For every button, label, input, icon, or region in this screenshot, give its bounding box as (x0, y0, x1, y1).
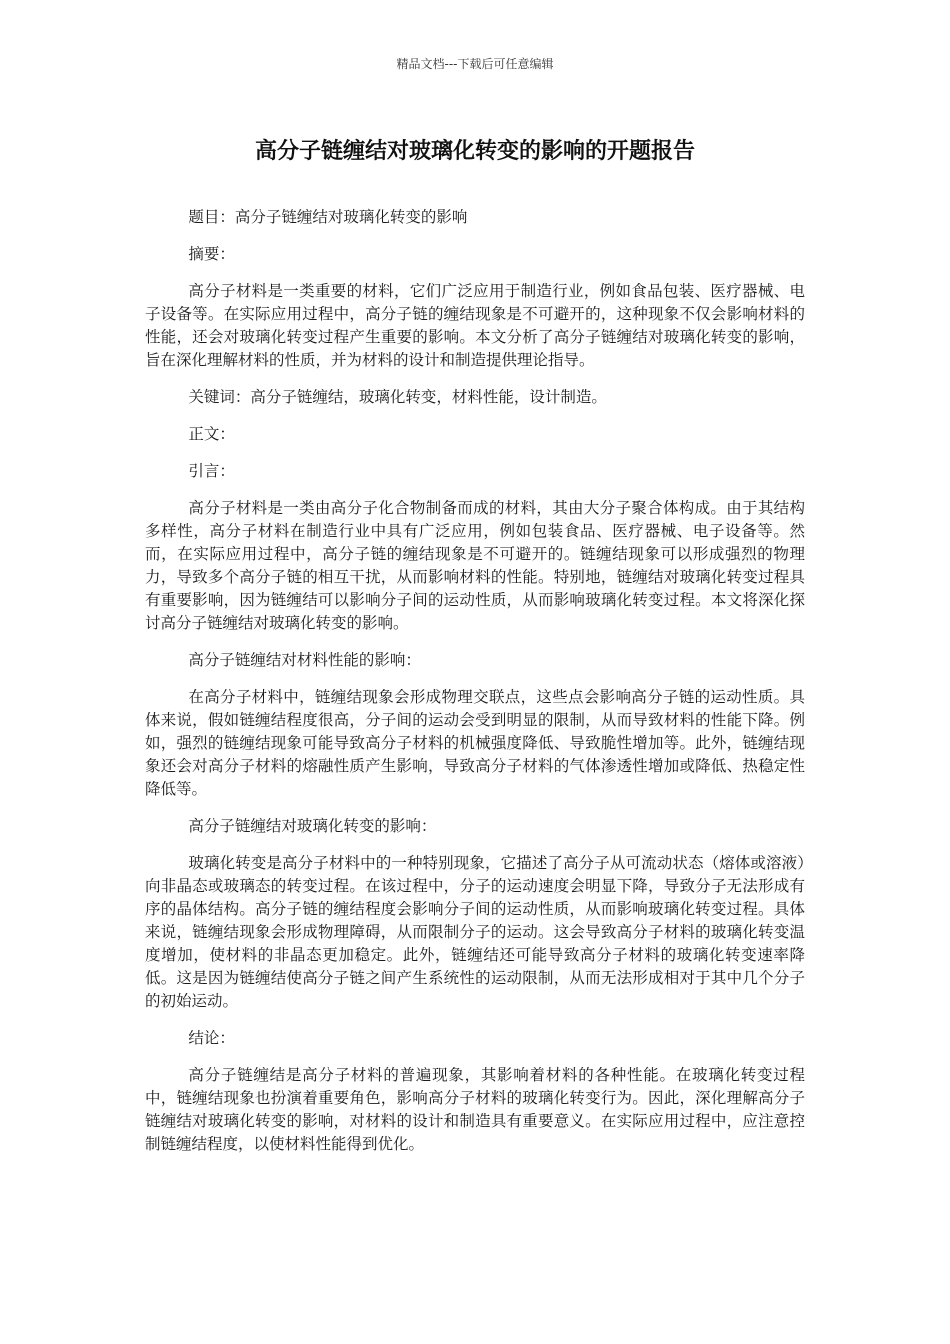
section-heading-material-properties: 高分子链缠结对材料性能的影响： (188, 651, 421, 669)
header-note: 精品文档---下载后可任意编辑 (396, 57, 554, 71)
conclusion-heading: 结论： (188, 1029, 235, 1047)
conclusion-paragraph: 高分子链缠结是高分子材料的普遍现象，其影响着材料的各种性能。在玻璃化转变过程中，链缠结现象也扮演着重要角色，影响高分子材料的玻璃化转变行为。因此，深化理解高分子链缠结对玻璃化转变的影响，对材料的设计和制造具有重要意义。在实际应用过程中，应注意控制链缠结程度，以使材料性能得到优化。 (145, 1066, 805, 1153)
main-text-heading: 正文： (188, 425, 235, 443)
document-title: 高分子链缠结对玻璃化转变的影响的开题报告 (254, 139, 695, 164)
glass-transition-paragraph: 玻璃化转变是高分子材料中的一种特别现象，它描述了高分子从可流动状态（熔体或溶液）向非晶态或玻璃态的转变过程。在该过程中，分子的运动速度会明显下降，导致分子无法形成有序的晶体结构。高分子链的缠结程度会影响分子间的运动性质，从而影响玻璃化转变过程。具体来说，链缠结现象会形成物理障碍，从而限制分子的运动。这会导致高分子材料的玻璃化转变温度增加，使材料的非晶态更加稳定。此外，链缠结还可能导致高分子材料的玻璃化转变速率降低。这是因为链缠结使高分子链之间产生系统性的运动限制，从而无法形成相对于其中几个分子的初始运动。 (145, 854, 805, 1010)
introduction-heading: 引言： (188, 462, 235, 480)
abstract-paragraph: 高分子材料是一类重要的材料，它们广泛应用于制造行业，例如食品包装、医疗器械、电子设备等。在实际应用过程中，高分子链的缠结现象是不可避开的，这种现象不仅会影响材料的性能，还会对玻璃化转变过程产生重要的影响。本文分析了高分子链缠结对玻璃化转变的影响，旨在深化理解材料的性质，并为材料的设计和制造提供理论指导。 (145, 282, 805, 369)
abstract-heading: 摘要： (188, 245, 235, 263)
introduction-paragraph: 高分子材料是一类由高分子化合物制备而成的材料，其由大分子聚合体构成。由于其结构多样性，高分子材料在制造行业中具有广泛应用，例如包装食品、医疗器械、电子设备等。然而，在实际应用过程中，高分子链的缠结现象是不可避开的。链缠结现象可以形成强烈的物理力，导致多个高分子链的相互干扰，从而影响材料的性能。特别地，链缠结对玻璃化转变过程具有重要影响，因为链缠结可以影响分子间的运动性质，从而影响玻璃化转变过程。本文将深化探讨高分子链缠结对玻璃化转变的影响。 (145, 499, 805, 632)
document-body (145, 206, 805, 1170)
material-properties-paragraph: 在高分子材料中，链缠结现象会形成物理交联点，这些点会影响高分子链的运动性质。具体来说，假如链缠结程度很高，分子间的运动会受到明显的限制，从而导致材料的性能下降。例如，强烈的链缠结现象可能导致高分子材料的机械强度降低、导致脆性增加等。此外，链缠结现象还会对高分子材料的熔融性质产生影响，导致高分子材料的气体渗透性增加或降低、热稳定性降低等。 (145, 688, 805, 798)
keywords-line: 关键词：高分子链缠结，玻璃化转变，材料性能，设计制造。 (188, 388, 607, 406)
topic-line: 题目：高分子链缠结对玻璃化转变的影响 (188, 208, 468, 226)
section-heading-glass-transition: 高分子链缠结对玻璃化转变的影响： (188, 817, 437, 835)
